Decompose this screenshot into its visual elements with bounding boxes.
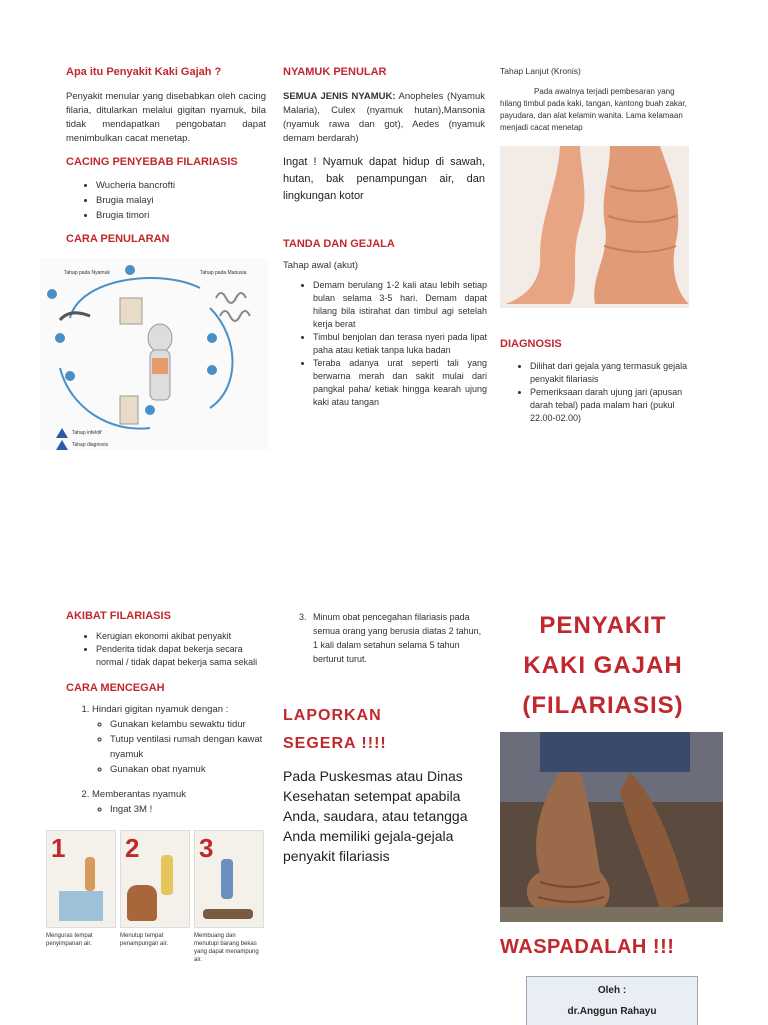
prevent-heading: CARA MENCEGAH (66, 682, 165, 694)
step-number: 3. (299, 612, 307, 622)
prevent-step-3 (283, 610, 483, 666)
what-section (66, 66, 266, 146)
report-text: Pada Puskesmas atau Dinas Kesehatan setempat apabila Anda, saudara, atau tetangga Anda memiliki gejala-gejala penyakit filariasis (283, 768, 468, 864)
acute-label: Tahap awal (akut) (283, 260, 358, 271)
swollen-leg-illustration (500, 146, 689, 308)
prevent-step-2: Memberantas nyamuk (92, 789, 186, 800)
cover-photo (500, 732, 723, 922)
report-section (283, 702, 493, 866)
what-heading: Apa itu Penyakit Kaki Gajah ? (66, 66, 222, 78)
effects-list (66, 630, 271, 669)
list-item: • Pemeriksaan darah ujung jari (apusan darah tebal) pada malam hari (pukul 22.00-02.00) (530, 386, 700, 425)
vector-list: Anopheles (Nyamuk Malaria), Culex (nyamuk hutan),Mansonia (nyamuk rawa dan got), Aedes (nyamuk demam berdarah) (283, 91, 485, 144)
diagram-label-mosquito: Tahap pada Nyamuk (64, 270, 110, 276)
list-item: • Penderita tidak dapat bekerja secara normal / tidak dapat bekerja sama sekali (96, 643, 271, 669)
list-item (92, 702, 271, 777)
life-cycle-illustration (40, 258, 268, 450)
signs-section (283, 238, 487, 409)
effects-heading: AKIBAT FILARIASIS (66, 610, 171, 622)
3m-illustrations (46, 830, 266, 970)
worm-heading: CACING PENYEBAB FILARIASIS (66, 156, 238, 168)
person-icon (85, 857, 95, 891)
author-name: dr.Anggun Rahayu (567, 1006, 657, 1017)
vector-heading: NYAMUK PENULAR (283, 66, 387, 78)
title-line: KAKI GAJAH (523, 652, 683, 679)
3m-panel-1 (46, 830, 116, 928)
water-tank-icon (59, 891, 103, 921)
3m-caption: Menutup tempat penampungan air. (120, 933, 169, 947)
list-item: ◦ Gunakan obat nyamuk (110, 762, 271, 777)
transmission-heading: CARA PENULARAN (66, 233, 170, 245)
list-item: • Kerugian ekonomi akibat penyakit (96, 630, 271, 643)
diagnosis-section (500, 338, 700, 425)
cover-title (500, 606, 706, 726)
prevent-list (66, 702, 271, 817)
alert-text: WASPADALAH !!! (500, 936, 675, 958)
diagnosis-list (500, 360, 700, 425)
by-label: Oleh : (597, 985, 627, 996)
prevent-section (66, 682, 271, 817)
list-item: ◦ Tutup ventilasi rumah dengan kawat nyamuk (110, 732, 271, 762)
effects-section (66, 610, 271, 669)
list-item: • Brugia timori (96, 208, 276, 223)
3m-caption: Membuang dan menutupi barang bekas yang dapat menampung air. (194, 933, 259, 963)
person-icon (161, 855, 173, 895)
chronic-section (500, 66, 696, 134)
3m-panel-2 (120, 830, 190, 928)
warning-text: Ingat ! Nyamuk dapat hidup di sawah, hutan, bak penampungan air, dan lingkungan kotor (283, 156, 485, 202)
title-line: (FILARIASIS) (522, 692, 684, 719)
list-item: • Timbul benjolan dan terasa nyeri pada lipat paha atau ketiak tanpa luka badan (313, 331, 487, 357)
diagram-label-human: Tahap pada Manusia (200, 270, 247, 276)
report-heading (283, 702, 493, 758)
list-item: ◦ Gunakan kelambu sewaktu tidur (110, 717, 271, 732)
3m-number: 3 (199, 833, 214, 863)
chronic-label: Tahap Lanjut (Kronis) (500, 66, 581, 76)
list-item: • Teraba adanya urat seperti tali yang berwarna merah dan sakit mulai dari pangkal paha/ ketiak hingga kearah ujung kaki atau tangan (313, 357, 487, 409)
worm-list (66, 178, 276, 223)
vector-section (283, 66, 485, 205)
chronic-text: Pada awalnya terjadi pembesaran yang hilang timbul pada kaki, tangan, kantong buah zakar, payudara, dan alat kelamin wanita. Lama kelamaan menjadi cacat menetap (500, 87, 687, 132)
list-item: ◦ Ingat 3M ! (110, 802, 271, 817)
life-cycle-diagram (40, 258, 268, 450)
prevent-1-list (92, 717, 271, 777)
vector-lead: SEMUA JENIS NYAMUK: (283, 91, 396, 102)
list-item (92, 787, 271, 817)
prevent-3-text: Minum obat pencegahan filariasis pada semua orang yang berusia diatas 2 tahun, 1 kali dalam setahun selama 5 tahun berturut turut. (313, 612, 482, 664)
swollen-leg-photo (500, 146, 689, 308)
3m-number: 1 (51, 833, 66, 863)
vector-text (283, 90, 485, 146)
diagnosis-heading: DIAGNOSIS (500, 338, 562, 350)
legend-diagnosis: Tahap diagnosis (72, 442, 109, 448)
trash-icon (203, 909, 253, 919)
title-line: PENYAKIT (539, 612, 667, 639)
report-heading-line: SEGERA !!!! (283, 735, 387, 752)
list-item: • Brugia malayi (96, 193, 276, 208)
3m-panel-3 (194, 830, 264, 928)
water-jar-icon (127, 885, 157, 921)
person-icon (221, 859, 233, 899)
list-item: • Wucheria bancrofti (96, 178, 276, 193)
list-item: • Demam berulang 1-2 kali atau lebih setiap bulan selama 3-5 hari. Demam dapat hilang bila istirahat dan timbul agi setelah kerja berat (313, 279, 487, 331)
list-item: • Dilihat dari gejala yang termasuk gejala penyakit filariasis (530, 360, 700, 386)
worm-section (66, 156, 276, 223)
legend-infective: Tahap infektif (72, 430, 102, 436)
prevent-3-section (283, 610, 483, 666)
report-heading-line: LAPORKAN (283, 707, 382, 724)
signs-heading: TANDA DAN GEJALA (283, 238, 395, 250)
3m-number: 2 (125, 833, 140, 863)
author-box (526, 976, 698, 1025)
acute-list (283, 279, 487, 409)
3m-caption: Menguras tempat penyimpanan air. (46, 933, 93, 947)
what-text: Penyakit menular yang disebabkan oleh cacing filaria, ditularkan melalui gigitan nyamuk, bila tidak mendapatkan pengobatan dapat menimbulkan cacat menetap. (66, 91, 266, 144)
prevent-step-1: Hindari gigitan nyamuk dengan : (92, 704, 229, 715)
prevent-2-list (92, 802, 271, 817)
swollen-foot-illustration (500, 732, 723, 922)
